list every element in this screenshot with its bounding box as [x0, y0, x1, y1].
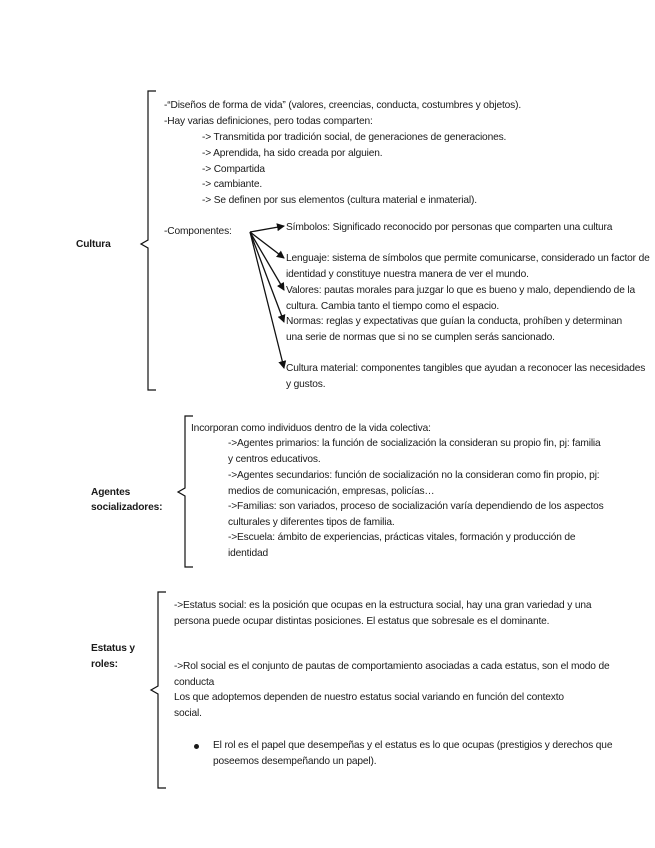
- componente-simbolos: Símbolos: Significado reconocido por personas que comparten una cultura: [286, 222, 613, 233]
- rol-social-paragraph: ->Rol social es el conjunto de pautas de comportamiento asociadas a cada estatus, son el modo de conducta: [174, 661, 610, 688]
- estatus-title-line-1: Estatus y: [91, 643, 135, 654]
- arrow-simbolos: [250, 226, 284, 232]
- cultura-line-1: -“Diseños de forma de vida” (valores, creencias, conducta, costumbres y objetos).: [164, 100, 522, 111]
- cultura-line-2: -Hay varias definiciones, pero todas comparten:: [164, 116, 373, 127]
- cultura-sub-item: -> cambiante.: [202, 179, 263, 190]
- componente-cultura-material: Cultura material: componentes tangibles que ayudan a reconocer las necesidades y gustos.: [286, 363, 646, 390]
- arrow-cultura-material: [250, 232, 284, 368]
- agente-escuela: ->Escuela: ámbito de experiencias, prácticas vitales, formación y producción de identidad: [228, 532, 576, 559]
- cultura-sub-item: -> Aprendida, ha sido creada por alguien.: [202, 148, 383, 159]
- agentes-title-line-2: socializadores:: [91, 502, 163, 513]
- bullet-item: El rol es el papel que desempeñas y el estatus es lo que ocupas (prestigios y derechos que poseemos desempeñando un papel).: [213, 740, 613, 767]
- agentes-intro: Incorporan como individuos dentro de la vida colectiva:: [191, 423, 431, 434]
- agentes-brace: [178, 416, 193, 567]
- cultura-sub-item: -> Se definen por sus elementos (cultura material e inmaterial).: [202, 195, 477, 206]
- componente-normas: Normas: reglas y expectativas que guían la conducta, prohíben y determinan una serie de normas que si no se cumplen serás sancionado.: [286, 316, 623, 343]
- cultura-sub-item: -> Compartida: [202, 164, 265, 175]
- componente-lenguaje: Lenguaje: sistema de símbolos que permite comunicarse, considerado un factor de identidad y constituye nuestra manera de ver el mundo.: [286, 253, 650, 280]
- cultura-sub-item: -> Transmitida por tradición social, de generaciones de generaciones.: [202, 132, 507, 143]
- arrow-valores: [250, 232, 284, 290]
- componentes-label: -Componentes:: [164, 226, 232, 237]
- agente-familias: ->Familias: son variados, proceso de socialización varía dependiendo de los aspectos culturales y diferentes tipos de familia.: [228, 501, 604, 528]
- agente-primarios: ->Agentes primarios: la función de socialización la consideran su propio fin, pj: familia y centros educativos.: [228, 438, 601, 465]
- estatus-title-line-2: roles:: [91, 659, 118, 670]
- estatus-social-paragraph: ->Estatus social: es la posición que ocupas en la estructura social, hay una gran variedad y una persona puede ocupar distintas posiciones. El estatus que sobresale es el dominante.: [174, 600, 592, 627]
- adopcion-paragraph: Los que adoptemos dependen de nuestro estatus social variando en función del contexto social.: [174, 692, 564, 719]
- estatus-brace: [151, 592, 166, 788]
- componente-valores: Valores: pautas morales para juzgar lo que es bueno y malo, dependiendo de la cultura. Cambia tanto el tiempo como el espacio.: [286, 285, 636, 312]
- cultura-brace: [141, 91, 156, 390]
- cultura-title: Cultura: [76, 239, 111, 250]
- agente-secundarios: ->Agentes secundarios: función de socialización no la consideran como fin propio, pj: medios de comunicación, empresas, policías…: [228, 470, 600, 497]
- agentes-title-line-1: Agentes: [91, 487, 131, 498]
